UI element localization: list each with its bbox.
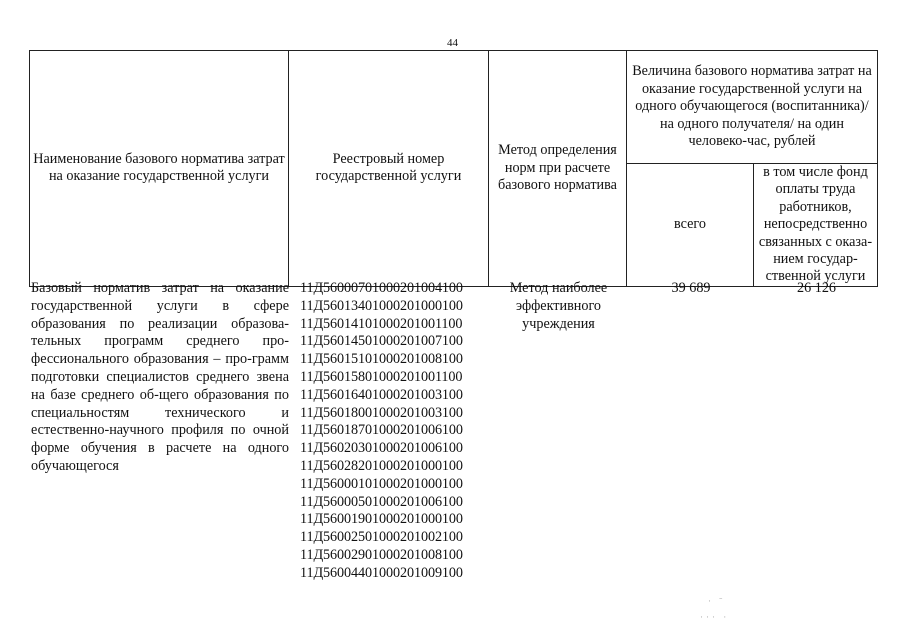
row-method: Метод наиболее эффективного учреждения: [509, 280, 608, 332]
row-total: 39 689: [671, 280, 711, 296]
registry-code: 11Д56015101000201008100: [300, 351, 463, 368]
registry-code: 11Д56002901000201008100: [300, 546, 463, 563]
header-value-group-cell: [627, 51, 878, 164]
row-codes: [300, 280, 490, 583]
page-number: 44: [447, 37, 458, 49]
registry-code: 11Д56028201000201000100: [300, 457, 463, 474]
registry-code: 11Д56004401000201009100: [300, 564, 463, 581]
header-table: [29, 50, 878, 287]
header-name-cell: [30, 51, 289, 287]
row-name: Базовый норматив затрат на оказание государственной услуги в сфере образования по реализации образова-тельных программ среднего про-фессионального образования – про-грамм подготовки специалистов среднего звена на базе среднего об-щего образования по специальностям технического и естественно-научного профиля по очной форме обучения в расчете на одного обучающегося: [31, 280, 289, 474]
row-payroll: 26 126: [796, 280, 836, 296]
header-registry-cell: [289, 51, 489, 287]
registry-code: 11Д56013401000201000100: [300, 297, 463, 314]
header-payroll-cell: [754, 164, 878, 287]
registry-code: 11Д56000501000201006100: [300, 493, 463, 510]
registry-code: 11Д56016401000201003100: [300, 386, 463, 403]
registry-code: 11Д56002501000201002100: [300, 529, 463, 546]
header-method-cell: [489, 51, 627, 287]
scan-mark: · ˉ: [708, 596, 726, 606]
registry-code: 11Д56000101000201000100: [300, 475, 463, 492]
registry-code: 11Д56014101000201001100: [300, 315, 463, 332]
header-total: всего: [674, 216, 706, 233]
header-method: Метод определения норм при расчете базового норматива: [498, 142, 617, 194]
header-value-group: Величина базового норматива затрат на оказание государственной услуги на одного обучающегося (воспитанника)/ на одного получателя/ на один человеко-час, рублей: [632, 63, 872, 150]
header-total-cell: [627, 164, 754, 287]
registry-code: 11Д56014501000201007100: [300, 333, 463, 350]
header-name: Наименование базового норматива затрат на оказание государственной услуги: [33, 151, 285, 185]
registry-code: 11Д56018701000201006100: [300, 422, 463, 439]
header-payroll: в том числе фонд оплаты труда работников, непосредственно связанных с оказа-нием государ-ственной услуги: [758, 164, 873, 285]
registry-code: 11Д56000701000201004100: [300, 280, 463, 296]
header-registry-number: Реестровый номер государственной услуги: [315, 151, 462, 185]
registry-code: 11Д56001901000201000100: [300, 511, 463, 528]
registry-code: 11Д56018001000201003100: [300, 404, 463, 421]
registry-code: 11Д56020301000201006100: [300, 440, 463, 457]
scan-mark: ··· ·: [700, 612, 730, 622]
registry-code: 11Д56015801000201001100: [300, 368, 463, 385]
